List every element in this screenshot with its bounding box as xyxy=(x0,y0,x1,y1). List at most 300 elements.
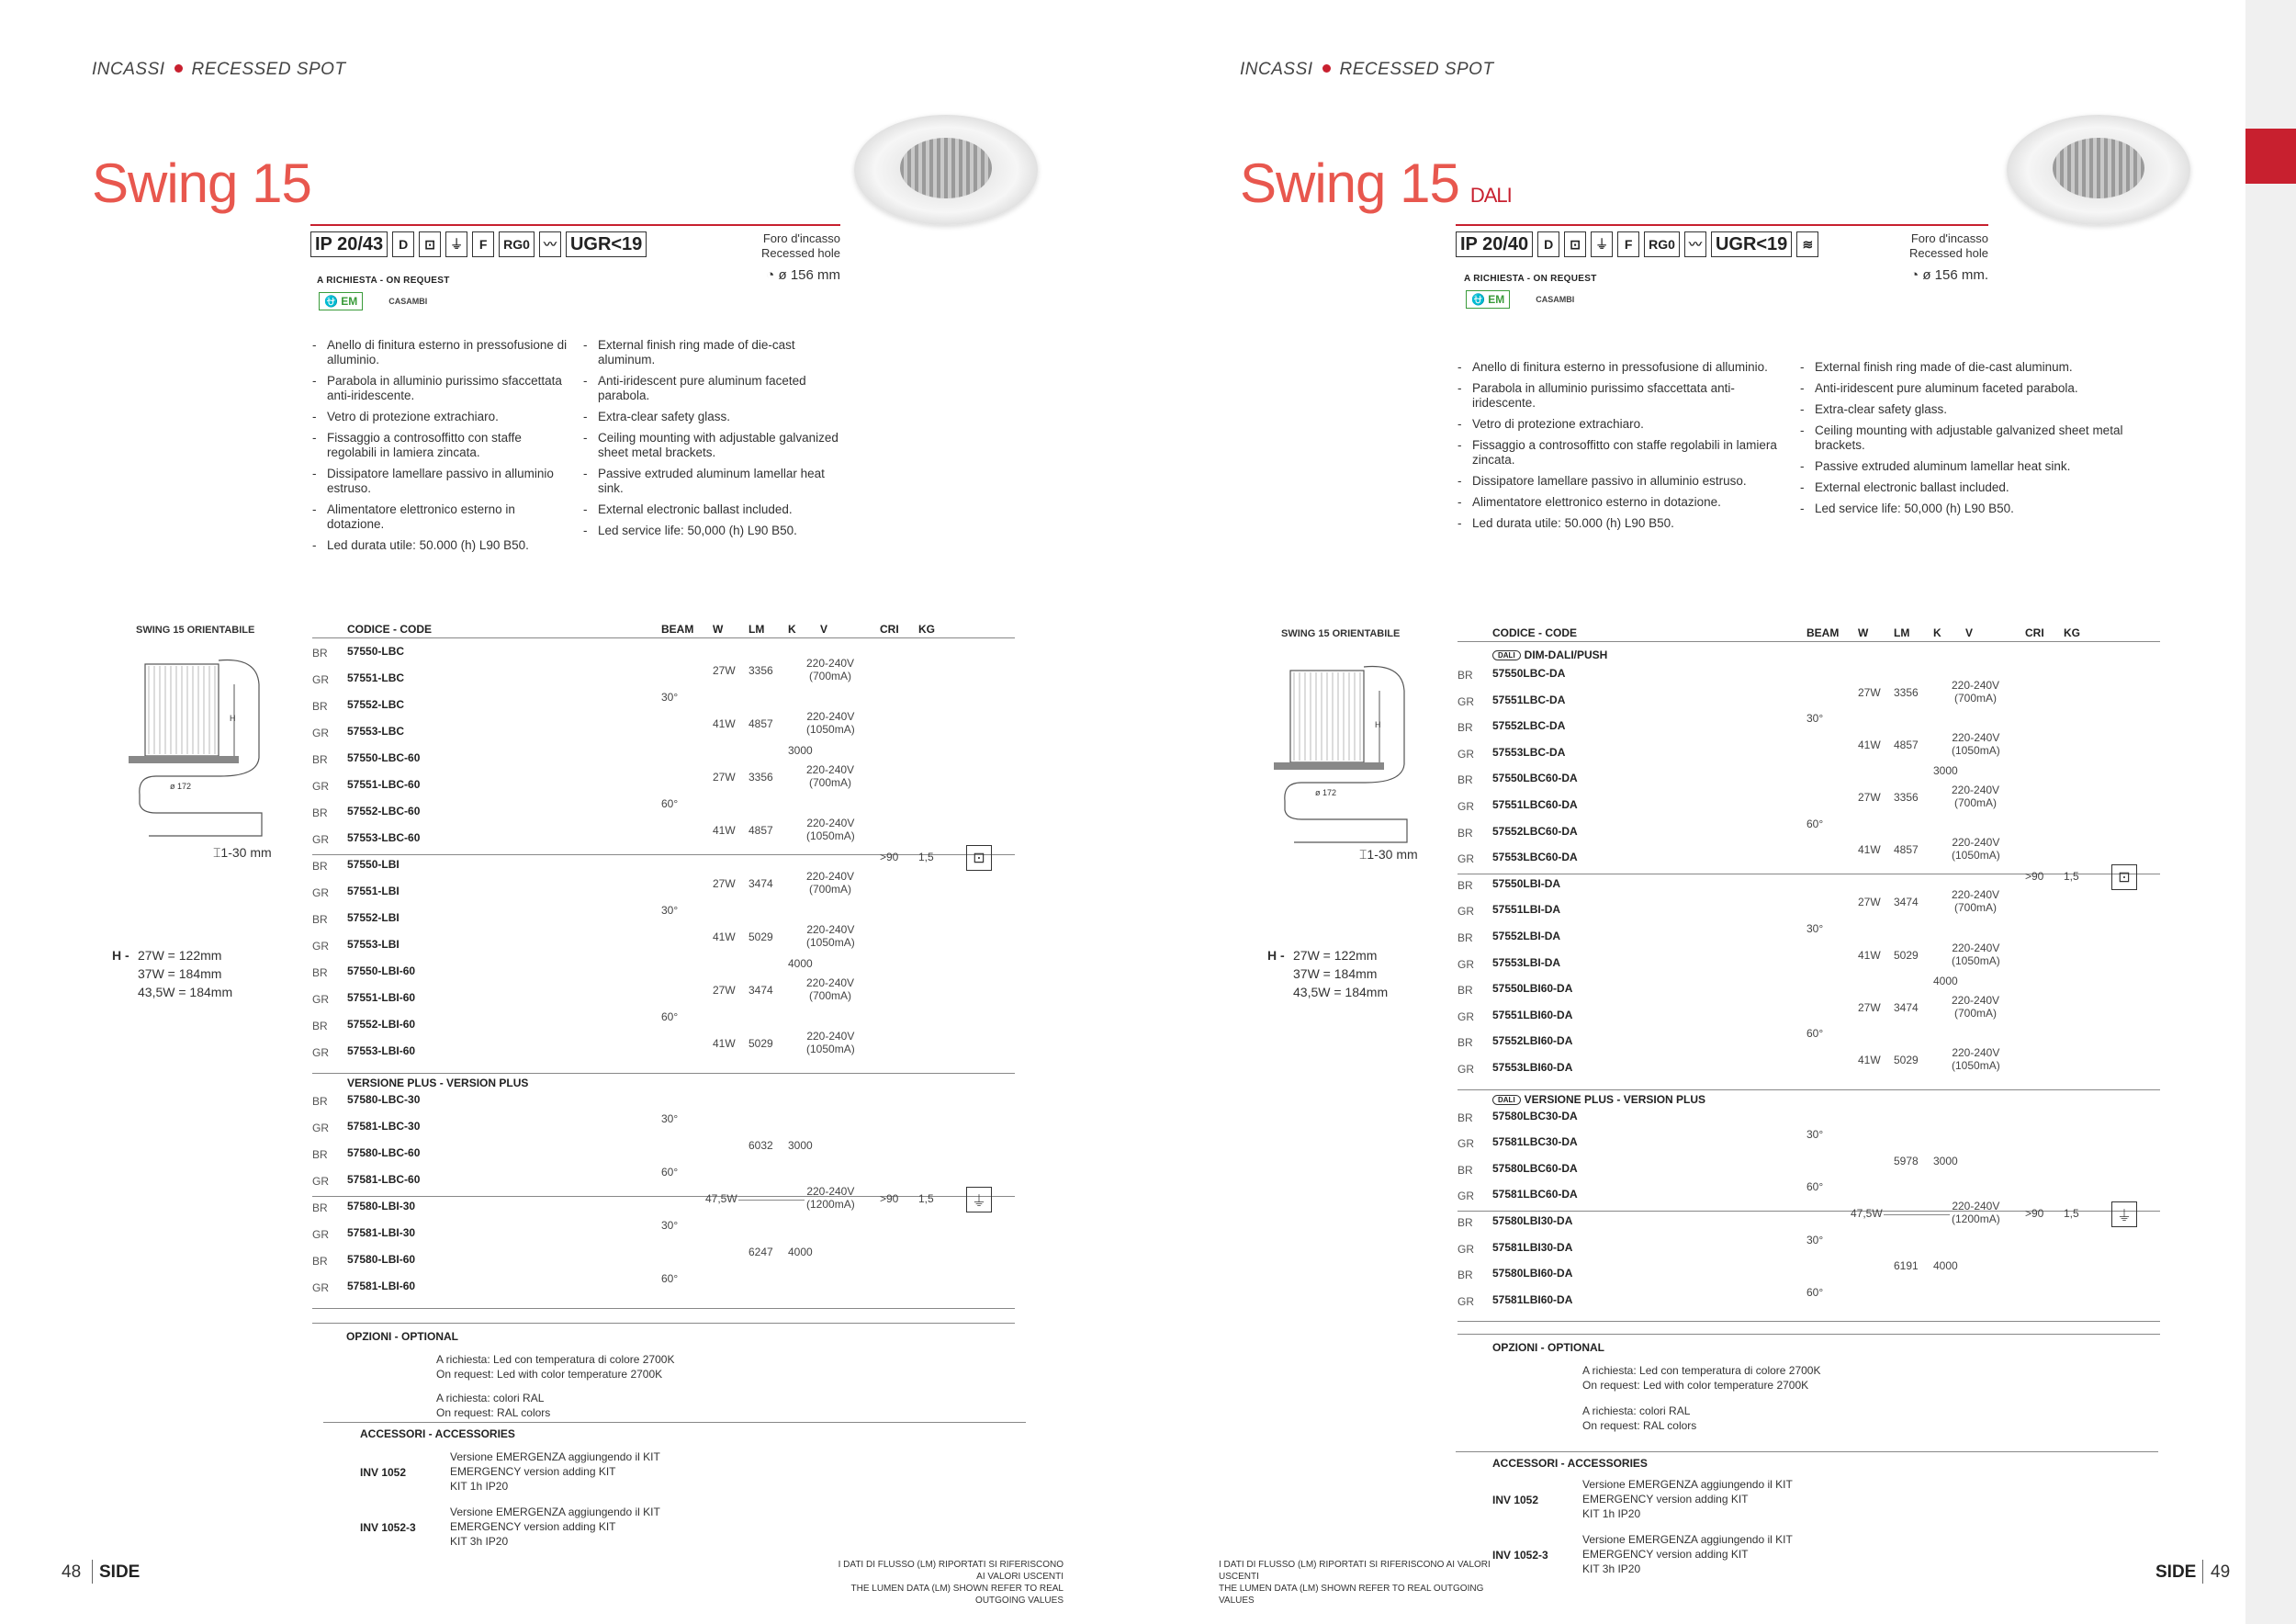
watt-value: 41W xyxy=(1858,948,1881,962)
height-notes xyxy=(112,946,232,1001)
table-row xyxy=(312,885,588,911)
voltage-value: 220-240V (700mA) xyxy=(806,870,855,896)
opt-line: On request: Led with color temperature 2700K xyxy=(1582,1379,1809,1392)
lumen-value: 6247 xyxy=(748,1246,773,1258)
wave-icon: 〰 xyxy=(539,231,561,257)
finish-code: GR xyxy=(1458,747,1474,761)
title-rule xyxy=(1456,224,1988,226)
finish-code: GR xyxy=(312,993,329,1006)
feature-item: - Fissaggio a controsoffitto con staffe regolabili in lamiera zincata. xyxy=(1456,438,1786,468)
finish-code: GR xyxy=(312,833,329,846)
column-header: LM xyxy=(1894,626,1910,639)
table-row xyxy=(1458,903,1733,930)
column-header: K xyxy=(788,623,796,636)
voltage-value: 220-240V (700mA) xyxy=(1952,678,2000,705)
finish-code: GR xyxy=(312,1046,329,1059)
accessory-desc xyxy=(450,1505,660,1549)
table-row xyxy=(312,698,588,725)
title-suffix: DALI xyxy=(1469,184,1512,207)
finish-code: GR xyxy=(312,727,329,739)
voltage-value: 220-240V (1050mA) xyxy=(1952,730,2000,757)
finish-code: GR xyxy=(1458,1063,1474,1076)
footer-divider xyxy=(92,1560,93,1584)
product-code: 57551-LBI-60 xyxy=(347,991,416,1004)
column-header: V xyxy=(1965,626,1974,639)
feature-item: - Fissaggio a controsoffitto con staffe regolabili in lamiera zincata. xyxy=(310,431,572,460)
tilt-icon: ⌶ xyxy=(1359,847,1367,862)
table-row xyxy=(1458,719,1733,746)
table-row xyxy=(312,1253,588,1280)
finish-code: BR xyxy=(312,860,328,873)
product-code: 57551LBI-DA xyxy=(1492,903,1561,917)
h-label: H - xyxy=(1267,948,1285,963)
finish-code: BR xyxy=(312,1020,328,1032)
emergency-icon: ⛎ EM xyxy=(319,292,363,310)
lumen-value: 3356 xyxy=(1894,685,1919,699)
table-row xyxy=(312,645,588,671)
weight-value: 1,5 xyxy=(918,851,934,863)
product-code: 57581LBC60-DA xyxy=(1492,1188,1578,1201)
table-rule xyxy=(1458,641,2160,642)
finish-code: GR xyxy=(1458,957,1474,971)
lumen-value: 3474 xyxy=(748,984,773,997)
brand-name: SIDE xyxy=(99,1562,141,1582)
product-code: 57581LBI60-DA xyxy=(1492,1292,1573,1306)
acc-line: Versione EMERGENZA aggiungendo il KIT xyxy=(450,1506,660,1518)
cct-value: 3000 xyxy=(1933,1154,1958,1167)
acc-line: KIT 1h IP20 xyxy=(450,1480,509,1493)
accessory-desc xyxy=(1582,1477,1793,1521)
finish-code: BR xyxy=(1458,931,1473,944)
section-it: INCASSI xyxy=(92,60,165,79)
dali-icon: DALI xyxy=(1492,1095,1521,1105)
table-row xyxy=(312,778,588,805)
table-row xyxy=(312,805,588,831)
finish-code: GR xyxy=(1458,694,1474,708)
product-code: 57553-LBI-60 xyxy=(347,1044,416,1057)
voltage-value: 220-240V (1050mA) xyxy=(806,923,855,949)
feature-item: - Anello di finitura esterno in pressofusione di alluminio. xyxy=(1456,360,1786,375)
tilt-value: 1-30 mm xyxy=(1367,847,1418,862)
acc-line: EMERGENCY version adding KIT xyxy=(1582,1493,1749,1506)
beam-value: 30° xyxy=(1806,712,1824,726)
beam-value: 30° xyxy=(661,691,679,704)
lumen-value: 5029 xyxy=(748,1037,773,1050)
column-header: CODICE - CODE xyxy=(347,623,433,636)
watt-value: 47,5W xyxy=(705,1192,737,1205)
diameter-label: ø 172 xyxy=(170,782,192,791)
product-code: 57550LBC-DA xyxy=(1492,667,1566,680)
finish-code: GR xyxy=(312,1175,329,1188)
voltage-value: 220-240V (700mA) xyxy=(1952,784,2000,809)
column-header: BEAM xyxy=(1806,626,1840,639)
h-value: 27W = 122mm xyxy=(1293,948,1378,963)
finish-code: BR xyxy=(1458,1111,1473,1124)
product-code: 57551LBC-DA xyxy=(1492,693,1566,706)
finish-code: BR xyxy=(1458,984,1473,998)
lumen-note xyxy=(1219,1559,1494,1607)
acc-line: Versione EMERGENZA aggiungendo il KIT xyxy=(450,1450,660,1463)
watt-value: 27W xyxy=(713,771,736,784)
ugr-icon: UGR<19 xyxy=(566,231,647,257)
product-code: 57552LBI-DA xyxy=(1492,930,1561,942)
product-code: 57553LBC60-DA xyxy=(1492,851,1578,864)
table-row xyxy=(1458,1110,1733,1136)
optional-2 xyxy=(1582,1404,1696,1433)
product-code: 57553-LBC-60 xyxy=(347,831,421,844)
beam-value: 30° xyxy=(661,1219,679,1232)
optional-2 xyxy=(436,1391,550,1420)
watt-value: 27W xyxy=(1858,791,1881,804)
table-row xyxy=(1458,982,1733,1009)
recessed-hole xyxy=(1851,231,1988,283)
section-en: RECESSED SPOT xyxy=(1339,60,1494,79)
product-code: 57550-LBC xyxy=(347,645,405,658)
cct-value: 3000 xyxy=(788,1139,813,1152)
photobiological-icon: RG0 xyxy=(499,231,535,257)
cct-value: 4000 xyxy=(1933,1259,1958,1273)
table-row xyxy=(1458,746,1733,773)
h-value: 37W = 184mm xyxy=(138,966,222,981)
product-code: 57581-LBC-60 xyxy=(347,1173,421,1186)
group-header: DALI VERSIONE PLUS - VERSION PLUS xyxy=(1492,1093,1705,1106)
table-row xyxy=(1458,798,1733,825)
lumen-value: 4857 xyxy=(1894,843,1919,857)
cct-value: 4000 xyxy=(1933,975,1958,988)
product-code: 57550-LBC-60 xyxy=(347,751,421,764)
feature-item: - Alimentatore elettronico esterno in dotazione. xyxy=(1456,495,1786,510)
finish-code: BR xyxy=(312,966,328,979)
cri-value: >90 xyxy=(2025,1207,2044,1220)
weight-value: 1,5 xyxy=(918,1192,934,1205)
table-row xyxy=(1458,1034,1733,1061)
table-row xyxy=(312,1226,588,1253)
group-rule xyxy=(1458,1211,2160,1212)
table-row xyxy=(312,1120,588,1146)
tilt-note xyxy=(213,843,272,862)
column-header: BEAM xyxy=(661,623,694,636)
casambi-logo: CASAMBI xyxy=(388,297,428,306)
column-header: CODICE - CODE xyxy=(1492,626,1578,639)
cri-value: >90 xyxy=(2025,869,2044,883)
voltage-value: 220-240V (700mA) xyxy=(806,976,855,1002)
finish-code: GR xyxy=(1458,800,1474,813)
weight-value: 1,5 xyxy=(2064,869,2079,883)
column-header: CRI xyxy=(880,623,899,636)
finish-code: BR xyxy=(1458,1163,1473,1177)
cct-value: 4000 xyxy=(788,957,813,970)
product-code: 57551-LBC xyxy=(347,671,405,684)
optional-1 xyxy=(436,1352,675,1382)
finish-code: BR xyxy=(1458,878,1473,892)
product-code: 57552-LBI xyxy=(347,911,400,924)
table-row xyxy=(312,1018,588,1044)
casambi-logo: CASAMBI xyxy=(1536,295,1575,304)
drawing-label: SWING 15 ORIENTABILE xyxy=(136,625,255,636)
em-text: EM xyxy=(341,295,358,308)
product-code: 57580-LBI-60 xyxy=(347,1253,416,1266)
watt-value: 41W xyxy=(1858,738,1881,751)
watt-value: 27W xyxy=(713,984,736,997)
column-header: LM xyxy=(748,623,765,636)
lumen-value: 4857 xyxy=(748,717,773,730)
lumen-note xyxy=(831,1559,1064,1607)
beam-value: 60° xyxy=(661,1010,679,1023)
beam-value: 60° xyxy=(1806,1027,1824,1041)
dali-icon: DALI xyxy=(1492,650,1521,660)
opt-line: A richiesta: colori RAL xyxy=(1582,1404,1691,1417)
accessories-header: ACCESSORI - ACCESSORIES xyxy=(360,1427,515,1440)
table-row xyxy=(312,911,588,938)
title-text: Swing 15 xyxy=(1240,152,1459,214)
feature-item: - Passive extruded aluminum lamellar heat sink. xyxy=(1798,459,2129,474)
accessories-header: ACCESSORI - ACCESSORIES xyxy=(1492,1457,1648,1470)
table-row xyxy=(1458,1009,1733,1035)
watt-value: 27W xyxy=(1858,1000,1881,1014)
lumen-value: 5029 xyxy=(748,930,773,943)
product-code: 57550-LBI xyxy=(347,858,400,871)
table-row xyxy=(1458,1293,1733,1320)
finish-code: GR xyxy=(312,940,329,953)
title-text: Swing 15 xyxy=(92,152,311,214)
product-code: 57552-LBI-60 xyxy=(347,1018,416,1031)
note-line: I DATI DI FLUSSO (LM) RIPORTATI SI RIFERISCONO AI VALORI USCENTI xyxy=(838,1560,1064,1582)
svg-text:H: H xyxy=(1375,720,1381,729)
finish-code: BR xyxy=(312,1148,328,1161)
finish-code: GR xyxy=(1458,1009,1474,1023)
cct-value: 3000 xyxy=(788,744,813,757)
hole-label-en: Recessed hole xyxy=(1909,246,1988,260)
beam-value: 30° xyxy=(661,904,679,917)
beam-value: 60° xyxy=(661,797,679,810)
diameter-label: ø 172 xyxy=(1315,788,1337,797)
lumen-value: 3474 xyxy=(748,877,773,890)
watt-value: 41W xyxy=(1858,843,1881,857)
section-header xyxy=(1240,60,1494,80)
finish-code: BR xyxy=(312,647,328,660)
table-rule xyxy=(312,637,1015,638)
finish-code: BR xyxy=(312,700,328,713)
feature-item: - Anti-iridescent pure aluminum faceted parabola. xyxy=(1798,381,2129,396)
on-request-label: A RICHIESTA - ON REQUEST xyxy=(317,276,450,286)
acc-line: KIT 3h IP20 xyxy=(1582,1562,1641,1575)
driver-icon: D xyxy=(392,231,414,257)
table-row xyxy=(312,1044,588,1071)
cert-icons xyxy=(1456,231,1818,257)
product-code: 57553LBI-DA xyxy=(1492,955,1561,969)
product-code: 57580LBC30-DA xyxy=(1492,1109,1578,1122)
lumen-value: 3474 xyxy=(1894,1000,1919,1014)
cct-value: 4000 xyxy=(788,1246,813,1258)
opt-line: A richiesta: Led con temperatura di colore 2700K xyxy=(1582,1364,1821,1377)
acc-line: EMERGENCY version adding KIT xyxy=(450,1465,616,1478)
class-ii-icon: ⊡ xyxy=(966,845,992,871)
footer-divider xyxy=(2202,1560,2203,1584)
finish-code: BR xyxy=(312,806,328,819)
voltage-value: 220-240V (1200mA) xyxy=(1952,1200,2000,1225)
table-row xyxy=(1458,877,1733,904)
table-row xyxy=(1458,930,1733,956)
lumen-value: 5978 xyxy=(1894,1154,1919,1167)
watt-value: 41W xyxy=(1858,1054,1881,1066)
page-number: 49 xyxy=(2211,1562,2231,1582)
dimmable-icon: ≋ xyxy=(1796,231,1818,257)
ground-icon: ⏚ xyxy=(966,1187,992,1212)
page-number: 48 xyxy=(62,1562,82,1582)
table-rule xyxy=(312,1073,1015,1074)
beam-value: 30° xyxy=(1806,1233,1824,1246)
group-rule xyxy=(312,1196,1015,1197)
technical-drawing xyxy=(101,648,276,850)
lumen-value: 4857 xyxy=(1894,738,1919,751)
bullet-dot xyxy=(174,64,183,73)
tilt-icon: ⌶ xyxy=(213,845,221,860)
voltage-value: 220-240V (700mA) xyxy=(1952,993,2000,1020)
finish-code: BR xyxy=(312,1201,328,1214)
emergency-icon: ⛎ EM xyxy=(1466,290,1510,309)
finish-code: GR xyxy=(312,673,329,686)
feature-item: - Anello di finitura esterno in pressofusione di alluminio. xyxy=(310,338,572,367)
hole-label-en: Recessed hole xyxy=(761,246,840,260)
product-code: 57550LBI60-DA xyxy=(1492,982,1573,996)
voltage-value: 220-240V (700mA) xyxy=(1952,888,2000,915)
beam-value: 60° xyxy=(1806,1180,1824,1194)
table-row xyxy=(312,858,588,885)
product-code: 57581LBC30-DA xyxy=(1492,1135,1578,1149)
beam-value: 30° xyxy=(1806,922,1824,935)
class-ii-icon: ⊡ xyxy=(419,231,441,257)
feature-item: - Vetro di protezione extrachiaro. xyxy=(310,410,572,424)
voltage-value: 220-240V (1050mA) xyxy=(806,710,855,736)
group-rule xyxy=(312,854,1015,855)
h-value: 43,5W = 184mm xyxy=(1293,985,1389,999)
h-label: H - xyxy=(112,948,129,963)
voltage-value: 220-240V (1050mA) xyxy=(1952,1046,2000,1072)
finish-code: GR xyxy=(1458,1137,1474,1151)
table-row xyxy=(312,725,588,751)
lumen-value: 5029 xyxy=(1894,948,1919,962)
accessories-rule xyxy=(323,1422,1026,1423)
lumen-value: 6032 xyxy=(748,1139,773,1152)
column-header: KG xyxy=(2064,626,2080,639)
product-code: 57581-LBI-30 xyxy=(347,1226,416,1239)
beam-value: 60° xyxy=(1806,817,1824,830)
watt-value: 27W xyxy=(713,664,736,677)
ip-rating-icon: IP 20/43 xyxy=(310,231,388,257)
watt-value: 27W xyxy=(713,877,736,890)
title-rule xyxy=(310,224,840,226)
hole-dia-value: ø 156 mm xyxy=(778,267,840,283)
cri-value: >90 xyxy=(880,1192,899,1205)
product-code: 57580LBI60-DA xyxy=(1492,1267,1573,1280)
section-header xyxy=(92,60,346,80)
column-header: W xyxy=(1858,626,1869,639)
product-code: 57551LBI60-DA xyxy=(1492,1008,1573,1021)
voltage-value: 220-240V (1050mA) xyxy=(806,1030,855,1055)
features-en xyxy=(581,338,843,545)
accessories-rule xyxy=(1456,1451,2158,1452)
beam-value: 60° xyxy=(661,1166,679,1179)
opt-line: On request: RAL colors xyxy=(436,1406,551,1419)
f-mark-icon: F xyxy=(472,231,494,257)
table-rule xyxy=(1458,1321,2160,1322)
h-value: 27W = 122mm xyxy=(138,948,222,963)
product-code: 57580LBI30-DA xyxy=(1492,1214,1573,1227)
driver-icon: D xyxy=(1537,231,1559,257)
on-request-label: A RICHIESTA - ON REQUEST xyxy=(1464,274,1597,284)
finish-code: GR xyxy=(312,886,329,899)
voltage-value: 220-240V (1200mA) xyxy=(806,1185,855,1211)
feature-item: - Parabola in alluminio purissimo sfaccettata anti-iridescente. xyxy=(310,374,572,403)
tilt-note xyxy=(1359,845,1418,863)
features-it xyxy=(1456,360,1786,537)
product-photo xyxy=(2007,115,2190,225)
product-code: 57550-LBI-60 xyxy=(347,964,416,977)
finish-code: BR xyxy=(1458,1216,1473,1229)
watt-value: 27W xyxy=(1858,685,1881,699)
brand-name: SIDE xyxy=(2155,1562,2197,1582)
finish-code: GR xyxy=(1458,905,1474,919)
feature-item: - Parabola in alluminio purissimo sfaccettata anti-iridescente. xyxy=(1456,381,1786,411)
finish-code: GR xyxy=(312,1228,329,1241)
feature-item: - Ceiling mounting with adjustable galvanized sheet metal brackets. xyxy=(581,431,843,460)
product-code: 57550LBC60-DA xyxy=(1492,772,1578,785)
finish-code: BR xyxy=(312,1095,328,1108)
opt-line: A richiesta: Led con temperatura di colore 2700K xyxy=(436,1353,675,1366)
voltage-value: 220-240V (700mA) xyxy=(806,657,855,682)
feature-item: - Dissipatore lamellare passivo in alluminio estruso. xyxy=(310,467,572,496)
product-code: 57551-LBC-60 xyxy=(347,778,421,791)
watt-value: 47,5W xyxy=(1851,1207,1883,1220)
product-code: 57581-LBC-30 xyxy=(347,1120,421,1133)
section-en: RECESSED SPOT xyxy=(191,60,346,79)
feature-item: - Anti-iridescent pure aluminum faceted parabola. xyxy=(581,374,843,403)
product-code: 57553-LBC xyxy=(347,725,405,738)
cct-value: 3000 xyxy=(1933,764,1958,778)
opt-line: A richiesta: colori RAL xyxy=(436,1392,545,1404)
product-code: 57552LBC60-DA xyxy=(1492,824,1578,838)
column-header: K xyxy=(1933,626,1941,639)
ground-icon: ⏚ xyxy=(2111,1201,2137,1227)
feature-item: - Vetro di protezione extrachiaro. xyxy=(1456,417,1786,432)
product-code: 57552LBC-DA xyxy=(1492,719,1566,733)
hole-icon: ◔ xyxy=(766,267,779,283)
beam-value: 60° xyxy=(1806,1285,1824,1299)
feature-item: - Led service life: 50,000 (h) L90 B50. xyxy=(581,524,843,538)
feature-item: - Led service life: 50,000 (h) L90 B50. xyxy=(1798,502,2129,516)
watt-value: 27W xyxy=(1858,896,1881,909)
product-code: 57553LBI60-DA xyxy=(1492,1061,1573,1074)
table-row xyxy=(312,938,588,964)
table-row xyxy=(312,991,588,1018)
product-code: 57553-LBI xyxy=(347,938,400,951)
feature-item: - Alimentatore elettronico esterno in dotazione. xyxy=(310,502,572,532)
weight-value: 1,5 xyxy=(2064,1207,2079,1220)
finish-code: GR xyxy=(1458,1294,1474,1308)
finish-code: BR xyxy=(312,753,328,766)
hole-label-it: Foro d'incasso xyxy=(762,231,840,245)
hole-dia-value: ø 156 mm. xyxy=(1922,267,1988,283)
product-code: 57552LBI60-DA xyxy=(1492,1034,1573,1048)
cri-value: >90 xyxy=(880,851,899,863)
feature-item: - Passive extruded aluminum lamellar heat sink. xyxy=(581,467,843,496)
column-header: V xyxy=(820,623,828,636)
voltage-value: 220-240V (1050mA) xyxy=(806,817,855,842)
feature-item: - External finish ring made of die-cast aluminum. xyxy=(1798,360,2129,375)
chapter-tab xyxy=(2245,0,2296,1624)
accessory-code: INV 1052 xyxy=(360,1466,407,1479)
h-value: 37W = 184mm xyxy=(1293,966,1378,981)
